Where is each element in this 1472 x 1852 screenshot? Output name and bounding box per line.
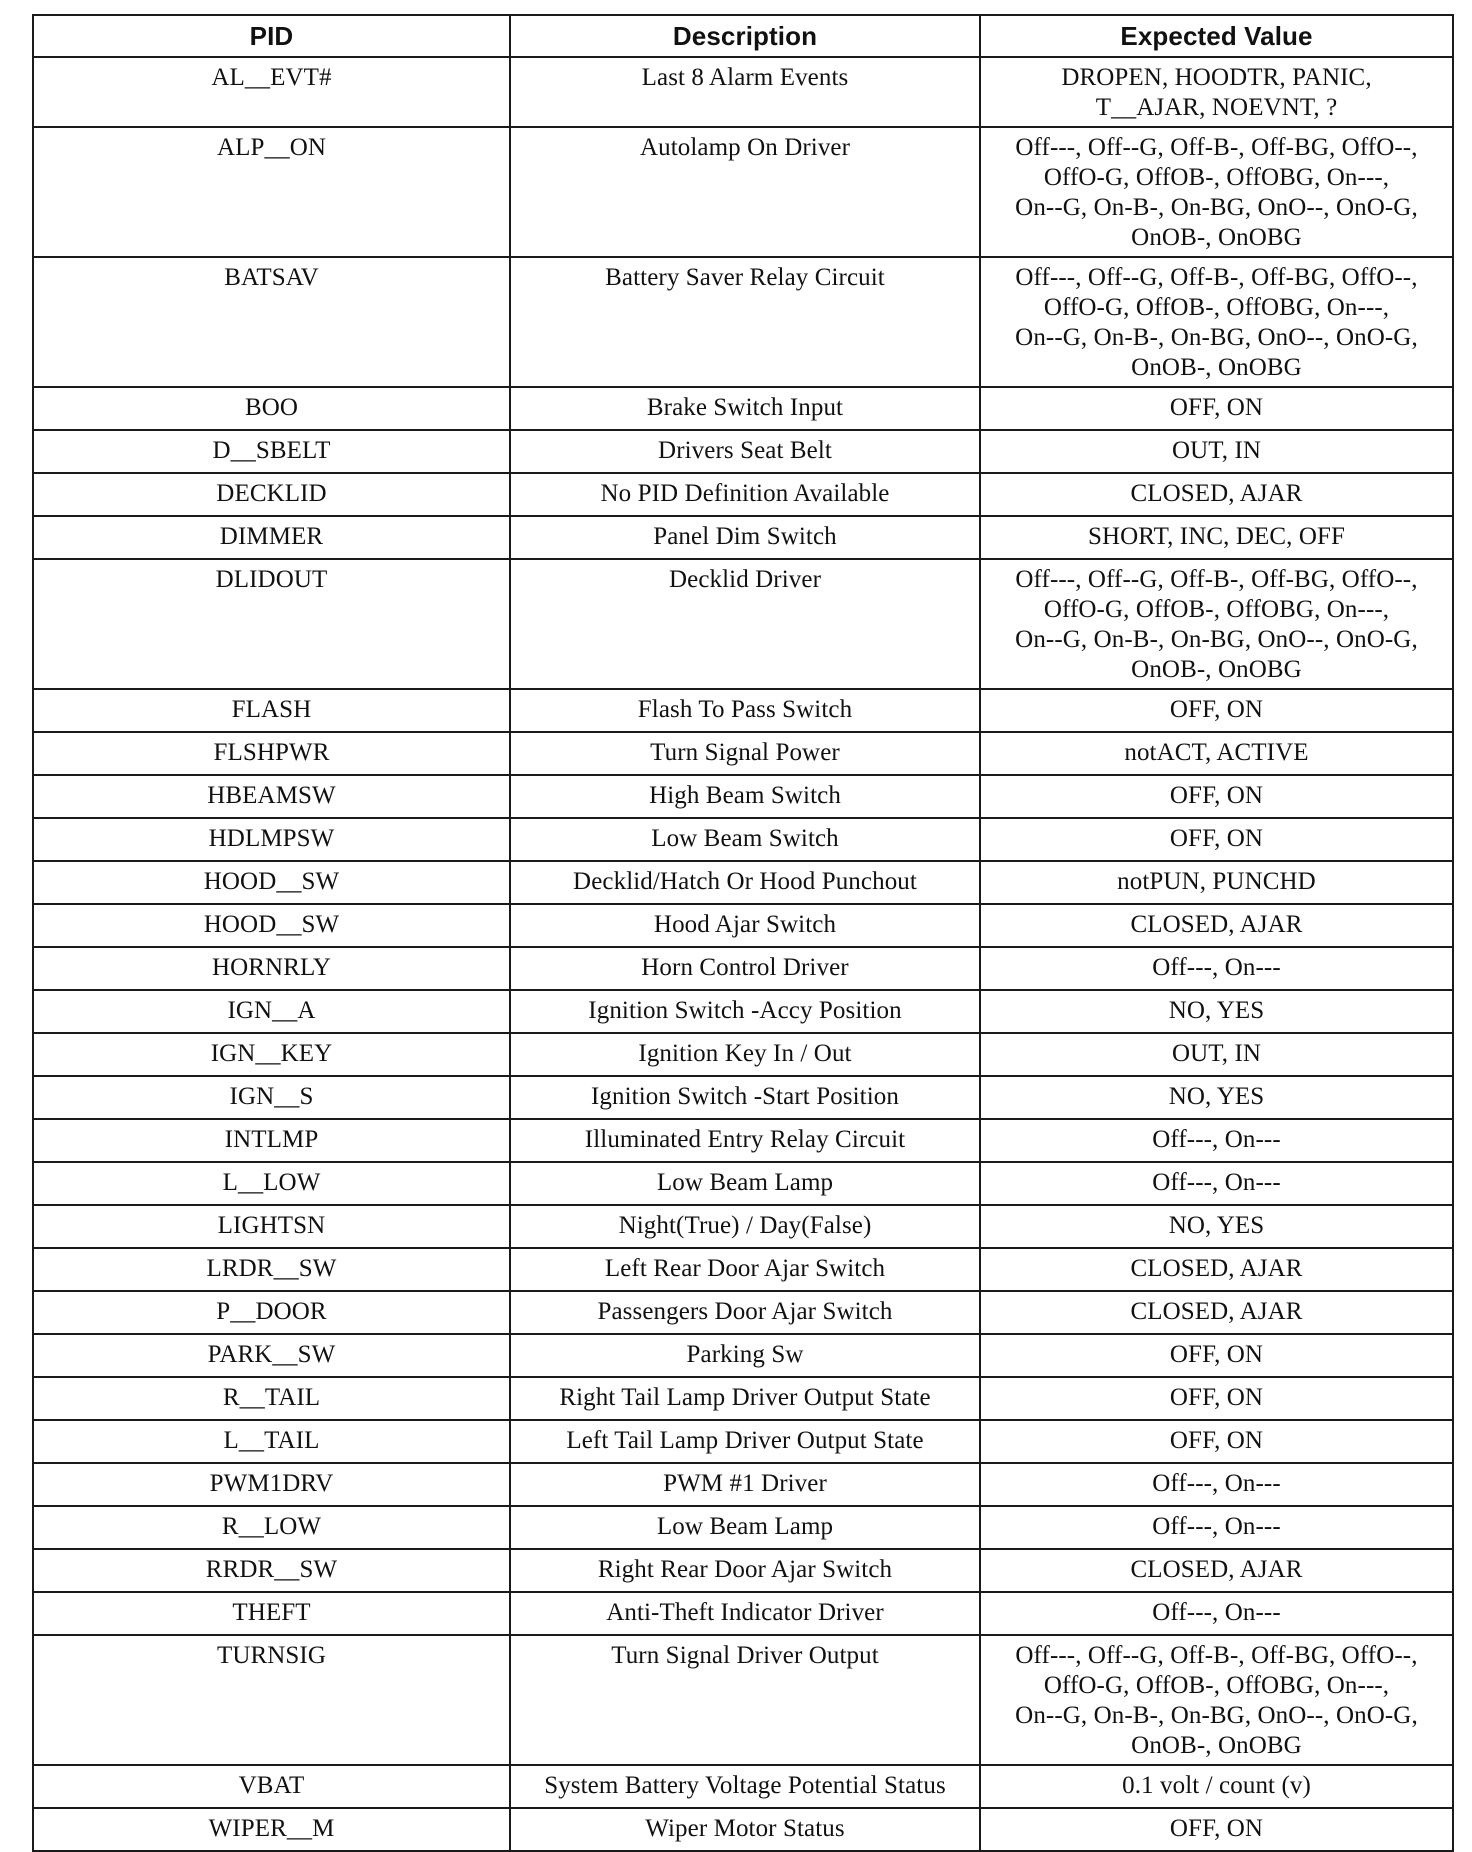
description-cell: No PID Definition Available [510,473,980,516]
expected-value-cell: Off---, On--- [980,1119,1453,1162]
table-row [33,1635,1453,1765]
table-row [33,775,1453,818]
description-cell: High Beam Switch [510,775,980,818]
description-cell: Right Rear Door Ajar Switch [510,1549,980,1592]
table-row [33,387,1453,430]
table-row [33,1162,1453,1205]
description-cell: Last 8 Alarm Events [510,57,980,127]
table-row [33,947,1453,990]
expected-value-cell: OFF, ON [980,775,1453,818]
expected-value-cell: CLOSED, AJAR [980,904,1453,947]
table-row [33,57,1453,127]
description-cell: Turn Signal Power [510,732,980,775]
expected-value-cell: Off---, On--- [980,947,1453,990]
pid-cell: IGN__A [33,990,510,1033]
pid-cell: DLIDOUT [33,559,510,689]
pid-cell: PARK__SW [33,1334,510,1377]
expected-value-cell: Off---, Off--G, Off-B-, Off-BG, OffO--, OffO-G, OffOB-, OffOBG, On---, On--G, On-B-, On-BG, OnO--, OnO-G, OnOB-, OnOBG [980,559,1453,689]
table-row [33,1420,1453,1463]
header-pid: PID [33,15,510,57]
description-cell: Decklid Driver [510,559,980,689]
pid-cell: PWM1DRV [33,1463,510,1506]
expected-value-cell: OFF, ON [980,1334,1453,1377]
pid-cell: HDLMPSW [33,818,510,861]
pid-cell: TURNSIG [33,1635,510,1765]
expected-value-cell: Off---, Off--G, Off-B-, Off-BG, OffO--, OffO-G, OffOB-, OffOBG, On---, On--G, On-B-, On-BG, OnO--, OnO-G, OnOB-, OnOBG [980,127,1453,257]
expected-value-cell: OFF, ON [980,1420,1453,1463]
pid-cell: BATSAV [33,257,510,387]
description-cell: Flash To Pass Switch [510,689,980,732]
pid-cell: HORNRLY [33,947,510,990]
table-row [33,1377,1453,1420]
expected-value-cell: notPUN, PUNCHD [980,861,1453,904]
table-row [33,1765,1453,1808]
table-header [33,15,1453,57]
description-cell: Ignition Switch -Start Position [510,1076,980,1119]
table-row [33,990,1453,1033]
pid-cell: DIMMER [33,516,510,559]
pid-cell: FLSHPWR [33,732,510,775]
table-row [33,1119,1453,1162]
expected-value-cell: OFF, ON [980,689,1453,732]
table-row [33,1808,1453,1851]
table-row [33,1549,1453,1592]
expected-value-cell: OUT, IN [980,430,1453,473]
expected-value-cell: notACT, ACTIVE [980,732,1453,775]
description-cell: System Battery Voltage Potential Status [510,1765,980,1808]
table-row [33,1334,1453,1377]
table-row [33,1291,1453,1334]
table-row [33,904,1453,947]
expected-value-cell: Off---, Off--G, Off-B-, Off-BG, OffO--, OffO-G, OffOB-, OffOBG, On---, On--G, On-B-, On-BG, OnO--, OnO-G, OnOB-, OnOBG [980,1635,1453,1765]
table-row [33,430,1453,473]
description-cell: Illuminated Entry Relay Circuit [510,1119,980,1162]
expected-value-cell: NO, YES [980,990,1453,1033]
description-cell: Passengers Door Ajar Switch [510,1291,980,1334]
expected-value-cell: Off---, On--- [980,1463,1453,1506]
expected-value-cell: 0.1 volt / count (v) [980,1765,1453,1808]
table-row [33,1205,1453,1248]
description-cell: Low Beam Switch [510,818,980,861]
expected-value-cell: CLOSED, AJAR [980,1549,1453,1592]
description-cell: Autolamp On Driver [510,127,980,257]
table-row [33,473,1453,516]
expected-value-cell: SHORT, INC, DEC, OFF [980,516,1453,559]
expected-value-cell: DROPEN, HOODTR, PANIC, T__AJAR, NOEVNT, ? [980,57,1453,127]
pid-cell: LIGHTSN [33,1205,510,1248]
description-cell: Battery Saver Relay Circuit [510,257,980,387]
pid-table [32,14,1454,1852]
pid-cell: IGN__KEY [33,1033,510,1076]
pid-cell: WIPER__M [33,1808,510,1851]
table-row [33,818,1453,861]
table-row [33,516,1453,559]
pid-cell: L__LOW [33,1162,510,1205]
expected-value-cell: NO, YES [980,1205,1453,1248]
expected-value-cell: CLOSED, AJAR [980,1248,1453,1291]
description-cell: Right Tail Lamp Driver Output State [510,1377,980,1420]
expected-value-cell: Off---, Off--G, Off-B-, Off-BG, OffO--, OffO-G, OffOB-, OffOBG, On---, On--G, On-B-, On-BG, OnO--, OnO-G, OnOB-, OnOBG [980,257,1453,387]
description-cell: Left Rear Door Ajar Switch [510,1248,980,1291]
expected-value-cell: Off---, On--- [980,1592,1453,1635]
table-row [33,1033,1453,1076]
table-row [33,257,1453,387]
pid-cell: FLASH [33,689,510,732]
description-cell: Drivers Seat Belt [510,430,980,473]
description-cell: Decklid/Hatch Or Hood Punchout [510,861,980,904]
table-row [33,1592,1453,1635]
description-cell: PWM #1 Driver [510,1463,980,1506]
table-row [33,1248,1453,1291]
pid-cell: L__TAIL [33,1420,510,1463]
description-cell: Ignition Switch -Accy Position [510,990,980,1033]
pid-cell: RRDR__SW [33,1549,510,1592]
expected-value-cell: Off---, On--- [980,1506,1453,1549]
expected-value-cell: OUT, IN [980,1033,1453,1076]
description-cell: Hood Ajar Switch [510,904,980,947]
table-row [33,1506,1453,1549]
pid-cell: ALP__ON [33,127,510,257]
description-cell: Wiper Motor Status [510,1808,980,1851]
expected-value-cell: OFF, ON [980,818,1453,861]
pid-cell: P__DOOR [33,1291,510,1334]
table-body [33,57,1453,1851]
table-row [33,861,1453,904]
header-description: Description [510,15,980,57]
expected-value-cell: OFF, ON [980,1808,1453,1851]
description-cell: Anti-Theft Indicator Driver [510,1592,980,1635]
pid-cell: HOOD__SW [33,861,510,904]
pid-cell: HBEAMSW [33,775,510,818]
pid-cell: BOO [33,387,510,430]
table-row [33,559,1453,689]
table-row [33,1076,1453,1119]
description-cell: Horn Control Driver [510,947,980,990]
pid-cell: INTLMP [33,1119,510,1162]
table-row [33,1463,1453,1506]
expected-value-cell: NO, YES [980,1076,1453,1119]
description-cell: Left Tail Lamp Driver Output State [510,1420,980,1463]
pid-cell: D__SBELT [33,430,510,473]
header-row [33,15,1453,57]
table-row [33,732,1453,775]
expected-value-cell: Off---, On--- [980,1162,1453,1205]
pid-cell: DECKLID [33,473,510,516]
description-cell: Low Beam Lamp [510,1162,980,1205]
header-expected-value: Expected Value [980,15,1453,57]
expected-value-cell: OFF, ON [980,1377,1453,1420]
expected-value-cell: OFF, ON [980,387,1453,430]
pid-cell: R__LOW [33,1506,510,1549]
expected-value-cell: CLOSED, AJAR [980,1291,1453,1334]
description-cell: Panel Dim Switch [510,516,980,559]
description-cell: Night(True) / Day(False) [510,1205,980,1248]
description-cell: Low Beam Lamp [510,1506,980,1549]
description-cell: Turn Signal Driver Output [510,1635,980,1765]
pid-cell: THEFT [33,1592,510,1635]
table-row [33,127,1453,257]
pid-cell: R__TAIL [33,1377,510,1420]
description-cell: Ignition Key In / Out [510,1033,980,1076]
pid-cell: VBAT [33,1765,510,1808]
description-cell: Parking Sw [510,1334,980,1377]
pid-cell: IGN__S [33,1076,510,1119]
description-cell: Brake Switch Input [510,387,980,430]
pid-cell: LRDR__SW [33,1248,510,1291]
pid-cell: AL__EVT# [33,57,510,127]
table-row [33,689,1453,732]
pid-cell: HOOD__SW [33,904,510,947]
expected-value-cell: CLOSED, AJAR [980,473,1453,516]
